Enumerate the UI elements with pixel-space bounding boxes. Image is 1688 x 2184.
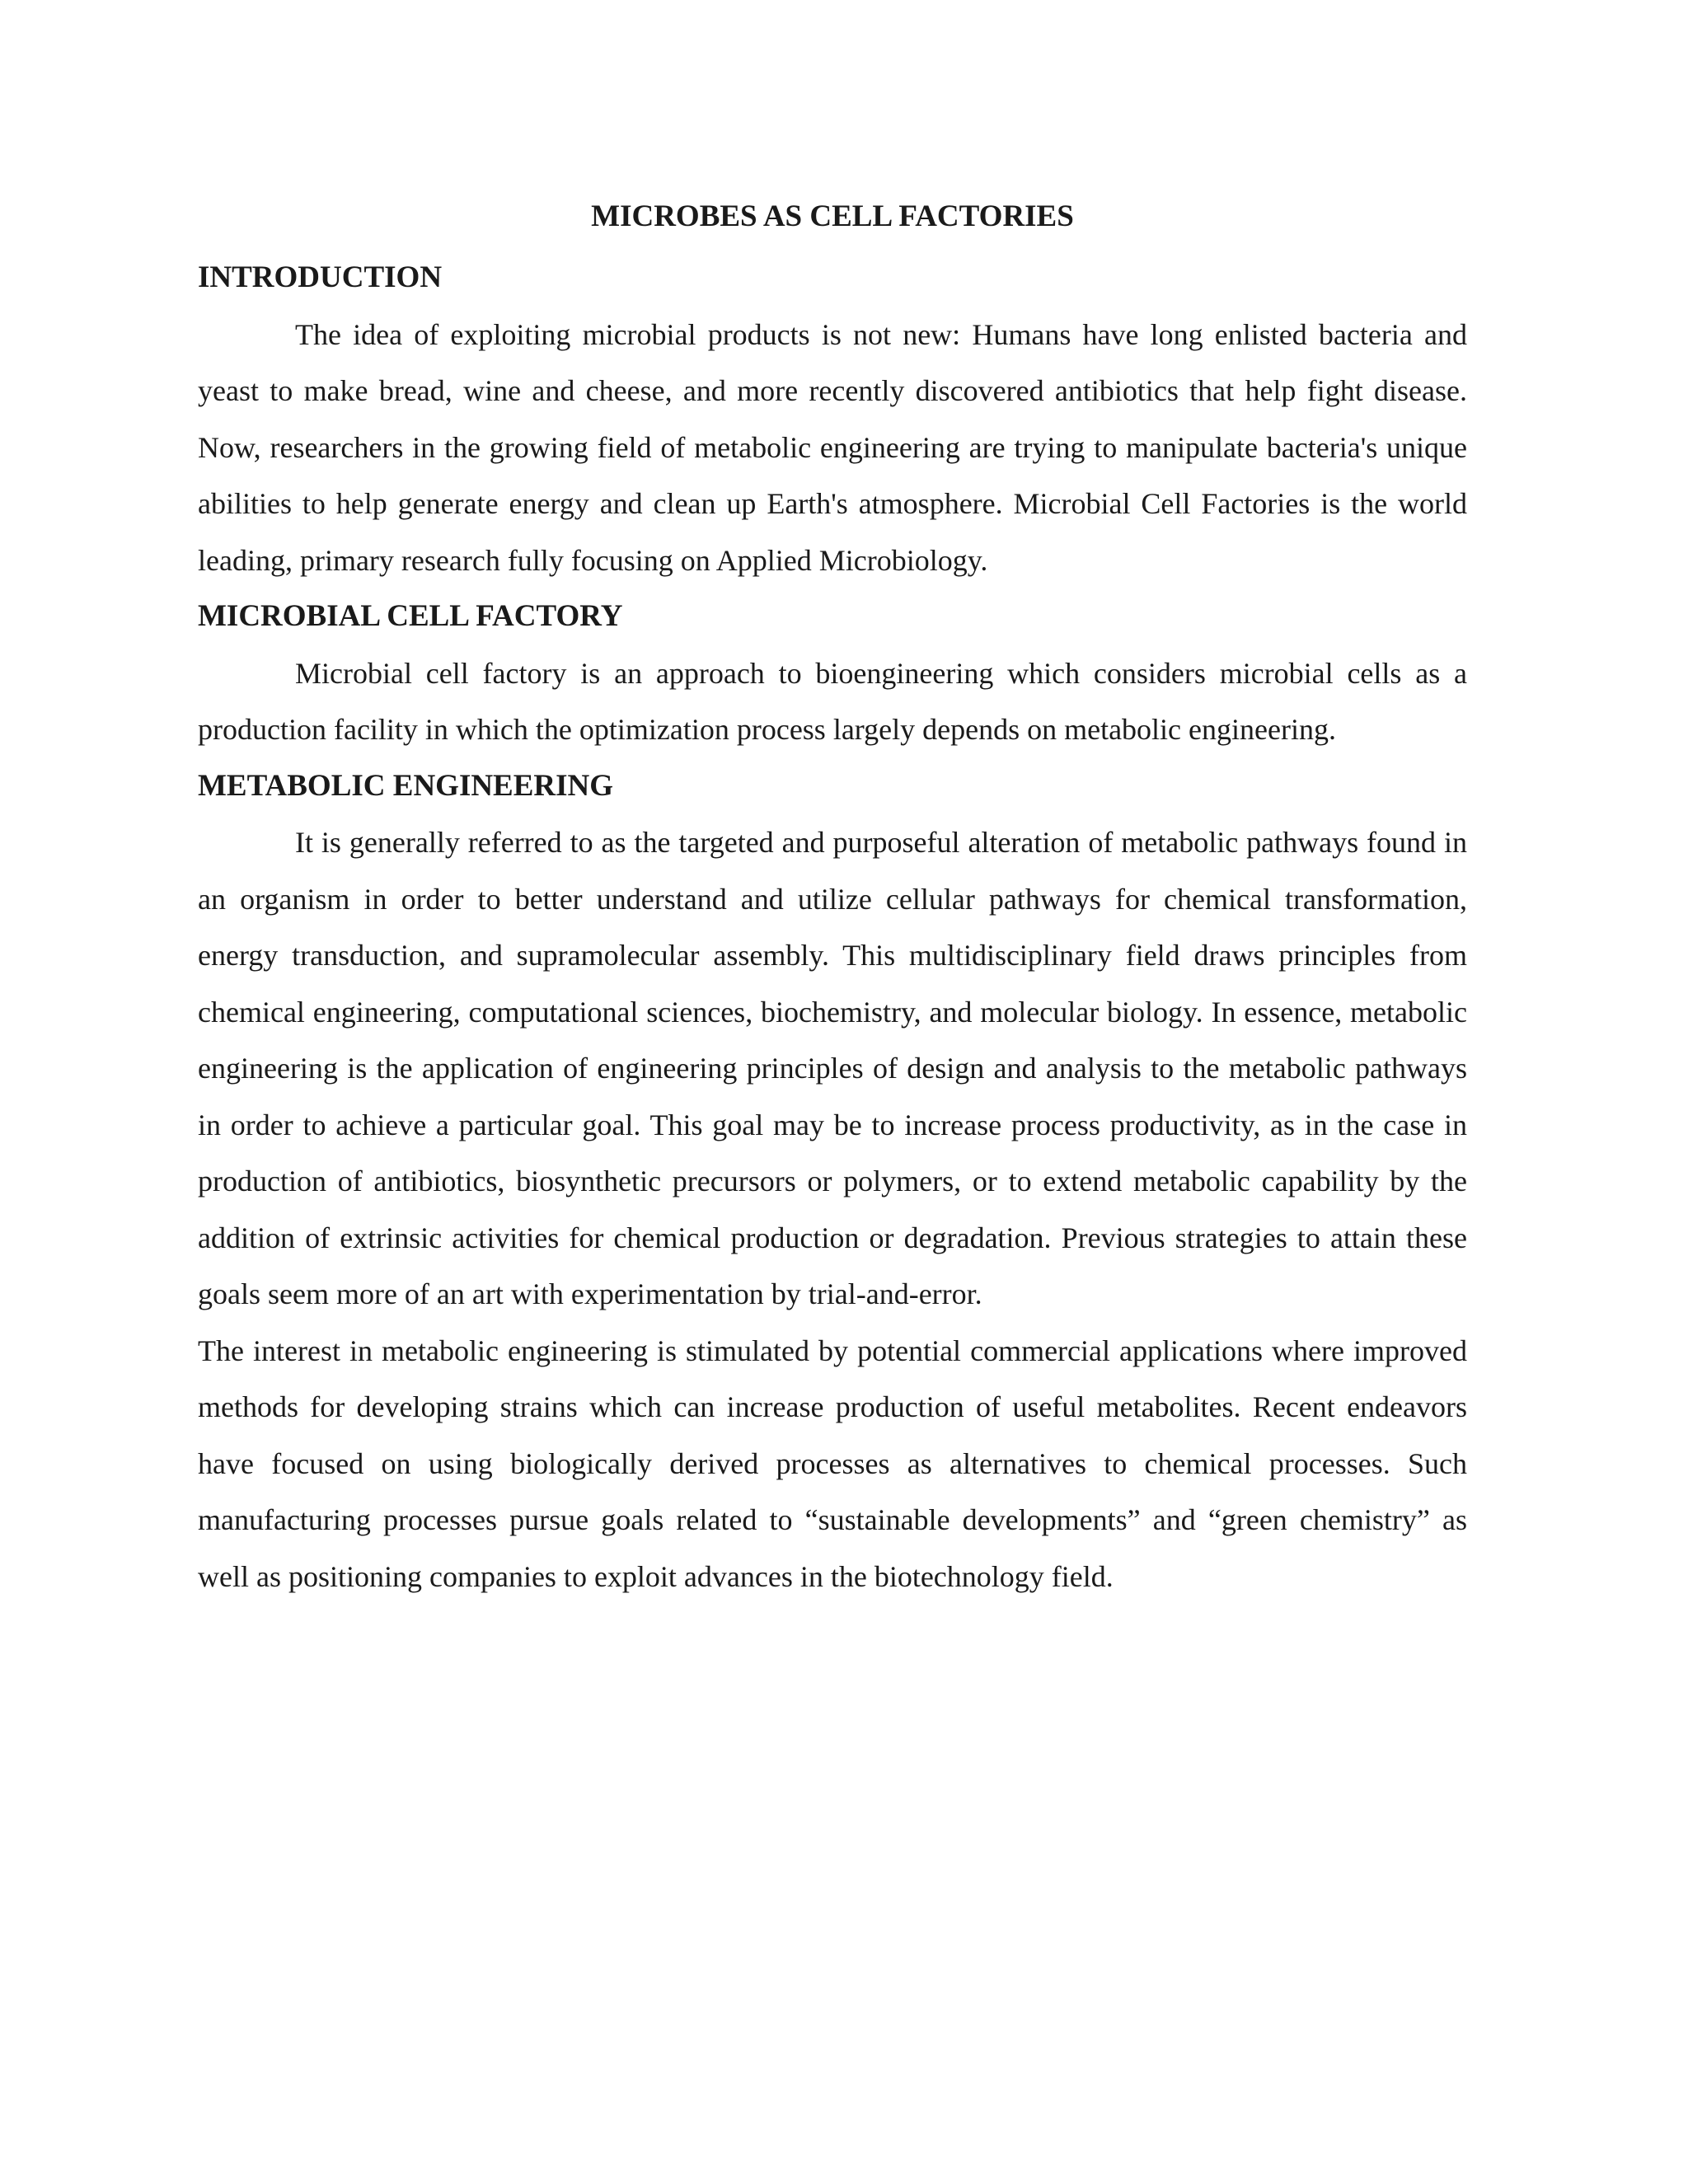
- document-title: MICROBES AS CELL FACTORIES: [591, 199, 1074, 233]
- introduction-paragraph: The idea of exploiting microbial products is not new: Humans have long enlisted bacteria and yeast to make bread, wine and cheese, and more recently discovered antibiotics that help fight disease. Now, researchers in the growing field of metabolic engineering are trying to manipulate bacteria's unique abilities to help generate energy and clean up Earth's atmosphere. Microbial Cell Factories is the world leading, primary research fully focusing on Applied Microbiology.: [198, 317, 1467, 577]
- metabolic-engineering-paragraph: It is generally referred to as the targeted and purposeful alteration of metabolic pathways found in an organism in order to better understand and utilize cellular pathways for chemical transformation, energy transduction, and supramolecular assembly. This multidisciplinary field draws principles from chemical engineering, computational sciences, biochemistry, and molecular biology. In essence, metabolic engineering is the application of engineering principles of design and analysis to the metabolic pathways in order to achieve a particular goal. This goal may be to increase process productivity, as in the case in production of antibiotics, biosynthetic precursors or polymers, or to extend metabolic capability by the addition of extrinsic activities for chemical production or degradation. Previous strategies to attain these goals seem more of an art with experimentation by trial-and-error.: [198, 826, 1467, 1310]
- microbial-cell-factory-paragraph: Microbial cell factory is an approach to bioengineering which considers microbial cells as a production facility in which the optimization process largely depends on metabolic engineering.: [198, 656, 1467, 746]
- section-heading-metabolic-engineering: METABOLIC ENGINEERING: [198, 768, 614, 803]
- document-page: [198, 194, 1467, 1605]
- section-heading-introduction: INTRODUCTION: [198, 260, 443, 294]
- metabolic-engineering-paragraph-2: The interest in metabolic engineering is stimulated by potential commercial applications where improved methods for developing strains which can increase production of useful metabolites. Recent endeavors have focused on using biologically derived processes as alternatives to chemical processes. Such manufacturing processes pursue goals related to “sustainable developments” and “green chemistry” as well as positioning companies to exploit advances in the biotechnology field.: [198, 1333, 1467, 1593]
- section-heading-microbial-cell-factory: MICROBIAL CELL FACTORY: [198, 599, 623, 633]
